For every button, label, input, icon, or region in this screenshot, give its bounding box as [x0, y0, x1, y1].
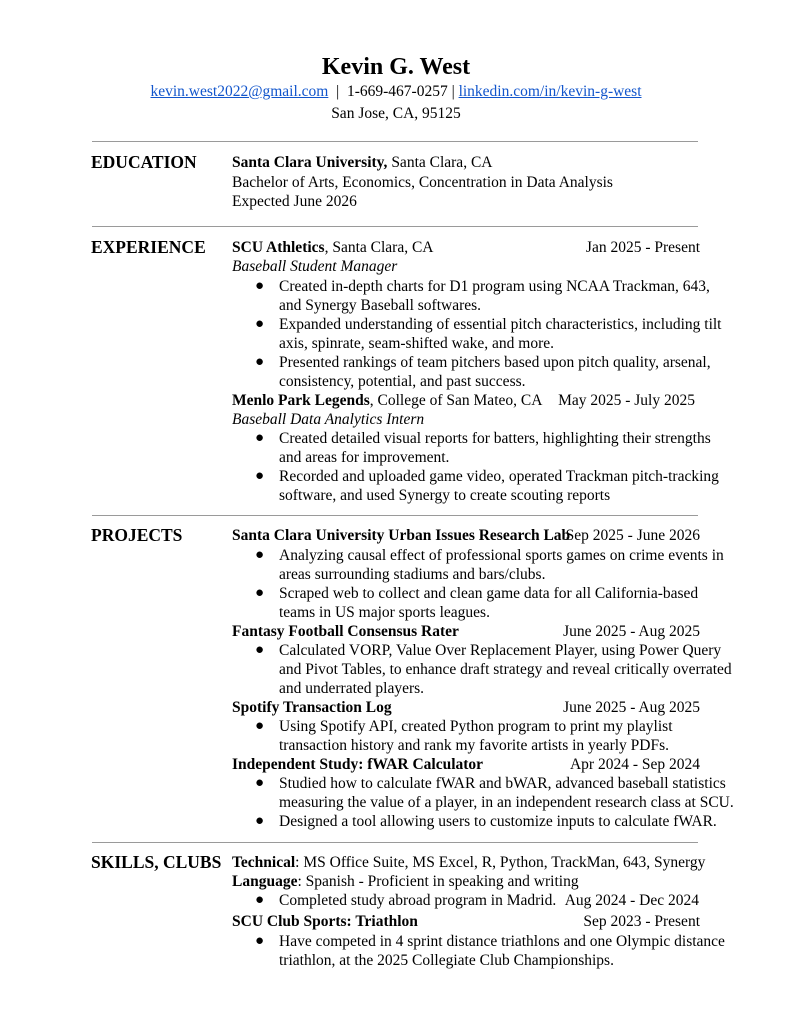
project-header: [232, 622, 700, 641]
bullet-text: Using Spotify API, created Python program to print my playlist: [279, 718, 673, 735]
technical-skills: [232, 853, 706, 872]
separator: |: [336, 83, 340, 100]
bullet-text: and underrated players.: [279, 680, 425, 697]
divider: [92, 141, 698, 142]
divider: [92, 226, 698, 227]
section-title-skills: SKILLS, CLUBS: [91, 852, 222, 872]
bullet-text: and areas for improvement.: [279, 449, 450, 466]
section-title-education: EDUCATION: [91, 152, 197, 172]
bullet-icon: ●: [255, 813, 265, 829]
bullet-text: Expanded understanding of essential pitch characteristics, including tilt: [279, 316, 722, 333]
club-header: [232, 912, 700, 931]
phone-number: 1-669-467-0257: [346, 83, 448, 100]
technical-label: Technical: [232, 854, 296, 871]
bullet-icon: ●: [255, 430, 265, 446]
project-header: [232, 755, 700, 774]
school-name: Santa Clara University,: [232, 154, 388, 171]
email-link[interactable]: kevin.west2022@gmail.com: [150, 83, 329, 100]
job-role: Baseball Data Analytics Intern: [232, 411, 425, 428]
job-role: Baseball Student Manager: [232, 258, 398, 275]
bullet-text: and Synergy Baseball softwares.: [279, 297, 482, 314]
bullet-icon: ●: [255, 585, 265, 601]
bullet-text: Completed study abroad program in Madrid.: [279, 892, 557, 909]
project-name: Fantasy Football Consensus Rater: [232, 623, 459, 640]
job-org: Menlo Park Legends: [232, 392, 370, 409]
divider: [92, 515, 698, 516]
bullet-icon: ●: [255, 547, 265, 563]
project-header: [232, 526, 700, 545]
technical-value: : MS Office Suite, MS Excel, R, Python, TrackMan, 643, Synergy: [295, 854, 706, 871]
separator: |: [451, 83, 455, 100]
bullet-text: Scraped web to collect and clean game data for all California-based: [279, 585, 699, 602]
bullet-icon: ●: [255, 468, 265, 484]
bullet-text: triathlon, at the 2025 Collegiate Club Championships.: [279, 952, 614, 969]
bullet-text: Created detailed visual reports for batters, highlighting their strengths: [279, 430, 711, 447]
bullet-text: teams in US major sports leagues.: [279, 604, 490, 621]
bullet-text: Created in-depth charts for D1 program using NCAA Trackman, 643,: [279, 278, 710, 295]
bullet-text: Calculated VORP, Value Over Replacement Player, using Power Query: [279, 642, 722, 659]
job-location: , College of San Mateo, CA: [369, 392, 543, 409]
bullet-text: consistency, potential, and past success.: [279, 373, 526, 390]
project-date: Sep 2025 - June 2026: [565, 527, 700, 544]
bullet-icon: ●: [255, 775, 265, 791]
section-title-projects: PROJECTS: [91, 525, 183, 545]
bullet-text: measuring the value of a player, in an independent research class at SCU.: [279, 794, 734, 811]
bullet-icon: ●: [255, 278, 265, 294]
section-title-experience: EXPERIENCE: [91, 237, 206, 257]
bullet-icon: ●: [255, 718, 265, 734]
club-name: SCU Club Sports: Triathlon: [232, 913, 418, 930]
bullet-text: axis, spinrate, seam-shifted wake, and more.: [279, 335, 555, 352]
bullet-text: Analyzing causal effect of professional sports games on crime events in: [279, 547, 724, 564]
language-value: : Spanish - Proficient in speaking and writing: [297, 873, 579, 890]
bullet-icon: ●: [255, 316, 265, 332]
language-label: Language: [232, 873, 298, 890]
contact-line: [0, 82, 792, 102]
project-date: June 2025 - Aug 2025: [563, 699, 700, 716]
bullet-text: and Pivot Tables, to enhance draft strategy and reveal critically overrated: [279, 661, 732, 678]
divider: [92, 842, 698, 843]
club-date: Sep 2023 - Present: [583, 913, 700, 930]
bullet-text: Designed a tool allowing users to customize inputs to calculate fWAR.: [279, 813, 717, 830]
bullet-text: Recorded and uploaded game video, operated Trackman pitch-tracking: [279, 468, 719, 485]
bullet-text: Have competed in 4 sprint distance triathlons and one Olympic distance: [279, 933, 725, 950]
language-skills: [232, 872, 700, 891]
school-line: [232, 153, 700, 172]
bullet-text: Presented rankings of team pitchers based upon pitch quality, arsenal,: [279, 354, 711, 371]
job-location: , Santa Clara, CA: [324, 239, 434, 256]
bullet-text: Studied how to calculate fWAR and bWAR, advanced baseball statistics: [279, 775, 726, 792]
project-name: Spotify Transaction Log: [232, 699, 392, 716]
project-header: [232, 698, 700, 717]
location: San Jose, CA, 95125: [331, 105, 461, 122]
project-name: Santa Clara University Urban Issues Research Lab: [232, 527, 571, 544]
study-abroad-date: Aug 2024 - Dec 2024: [564, 892, 699, 909]
resume-name: Kevin G. West: [321, 54, 471, 80]
job-header: [232, 238, 700, 257]
school-location: Santa Clara, CA: [391, 154, 493, 171]
project-date: Apr 2024 - Sep 2024: [569, 756, 700, 773]
bullet-text: areas surrounding stadiums and bars/clubs.: [279, 566, 546, 583]
job-date: Jan 2025 - Present: [585, 239, 700, 256]
bullet-icon: ●: [255, 354, 265, 370]
project-date: June 2025 - Aug 2025: [563, 623, 700, 640]
bullet-icon: ●: [255, 642, 265, 658]
job-org: SCU Athletics: [232, 239, 325, 256]
linkedin-link[interactable]: linkedin.com/in/kevin-g-west: [458, 83, 642, 100]
bullet-text: software, and used Synergy to create scouting reports: [279, 487, 611, 504]
job-date: May 2025 - July 2025: [558, 392, 695, 409]
degree: Bachelor of Arts, Economics, Concentration in Data Analysis: [232, 174, 613, 191]
expected-graduation: Expected June 2026: [232, 193, 357, 210]
project-name: Independent Study: fWAR Calculator: [232, 756, 484, 773]
job-header: [232, 391, 700, 410]
bullet-text: transaction history and rank my favorite artists in yearly PDFs.: [279, 737, 670, 754]
bullet-icon: ●: [255, 933, 265, 949]
bullet-icon: ●: [255, 892, 265, 908]
